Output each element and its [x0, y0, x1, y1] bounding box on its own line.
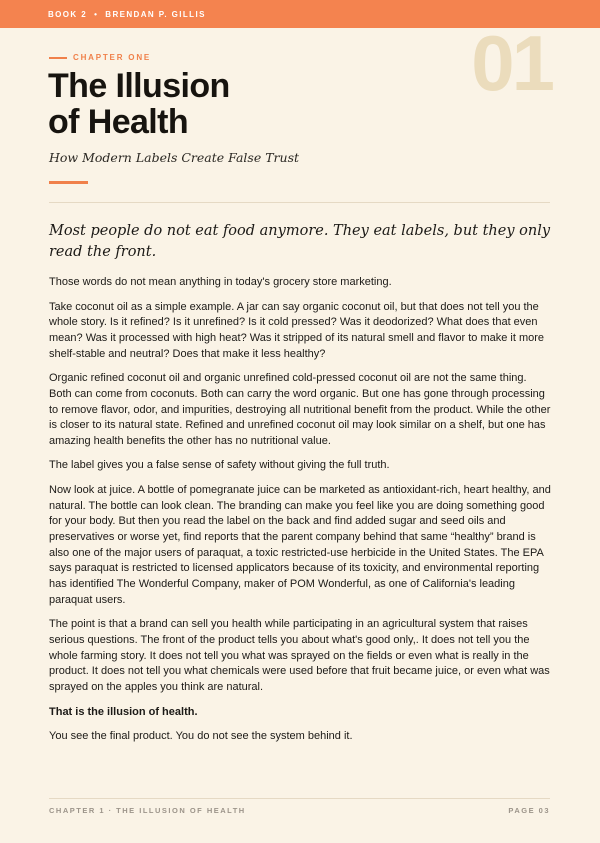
- title-line-1: The Illusion: [48, 67, 230, 105]
- lead-quote: Most people do not eat food anymore. They eat labels, but they only read the front.: [49, 223, 551, 260]
- accent-bar: [49, 181, 88, 184]
- paragraph: Organic refined coconut oil and organic unrefined cold-pressed coconut oil are not the same thing. Both can come from coconuts. Both can carry the word organic. But one has gone through processing to remove flavor, odor, and impurities, destroying all nutritional benefit from the product. While the other is closer to its natural state. Refined and unrefined coconut oil may look similar on a shelf, but one has amazing health benefits the other has no nutritional value.: [49, 372, 551, 447]
- chapter-label: [49, 53, 151, 62]
- section-divider: [49, 202, 550, 203]
- paragraph: You see the final product. You do not see the system behind it.: [49, 730, 353, 743]
- book-label: BOOK 2: [48, 9, 88, 19]
- paragraph: The point is that a brand can sell you health while participating in an agricultural system that raises serious questions. The front of the product tells you about what's good only,. It does not tell you the whole farming story. It does not tell you what was sprayed on the fields or even what is really in the product. It does not tell you what chemicals were used before that fruit became juice, or even what was sprayed on the apples you think are natural.: [49, 618, 550, 694]
- footer-page-number: PAGE 03: [508, 806, 550, 815]
- chapter-number: 01: [471, 19, 552, 107]
- footer-divider: [49, 798, 550, 799]
- author-name: BRENDAN P. GILLIS: [105, 9, 206, 19]
- paragraph: The label gives you a false sense of safety without giving the full truth.: [49, 459, 390, 472]
- header-separator: •: [94, 9, 99, 19]
- body-text: [49, 275, 552, 754]
- chapter-subtitle: How Modern Labels Create False Trust: [49, 150, 300, 165]
- page-title: [48, 68, 448, 140]
- footer-chapter-title: CHAPTER 1 · THE ILLUSION OF HEALTH: [49, 806, 246, 815]
- paragraph: Those words do not mean anything in today's grocery store marketing.: [49, 276, 392, 288]
- title-line-2: of Health: [48, 103, 189, 141]
- emphasis-paragraph: That is the illusion of health.: [49, 705, 198, 718]
- paragraph: Now look at juice. A bottle of pomegranate juice can be marketed as antioxidant-rich, heart healthy, and natural. The bottle can look clean. The branding can make you feel like you are doing something good for your body. But then you read the label on the back and find added sugar and seed oils and preservatives or worse yet, find reports that the parent company behind that same “healthy” brand is also one of the major users of paraquat, a toxic restricted-use herbicide in the United States. The EPA says paraquat is restricted to licensed applicators because of its toxicity, and environmental reporting has identified The Wonderful Company, maker of POM Wonderful, as one of California's leading paraquat users.: [49, 483, 551, 606]
- paragraph: Take coconut oil as a simple example. A jar can say organic coconut oil, but that does not tell you the whole story. Is it refined? Is it unrefined? Is it cold pressed? Was it deodorized? What does that even mean? Was it processed with high heat? Was it stripped of its natural smell and flavor to make it more shelf-stable and neutral? Does that make it less healthy?: [49, 300, 545, 360]
- chapter-label-text: CHAPTER ONE: [73, 53, 152, 62]
- chapter-label-rule: [49, 57, 67, 59]
